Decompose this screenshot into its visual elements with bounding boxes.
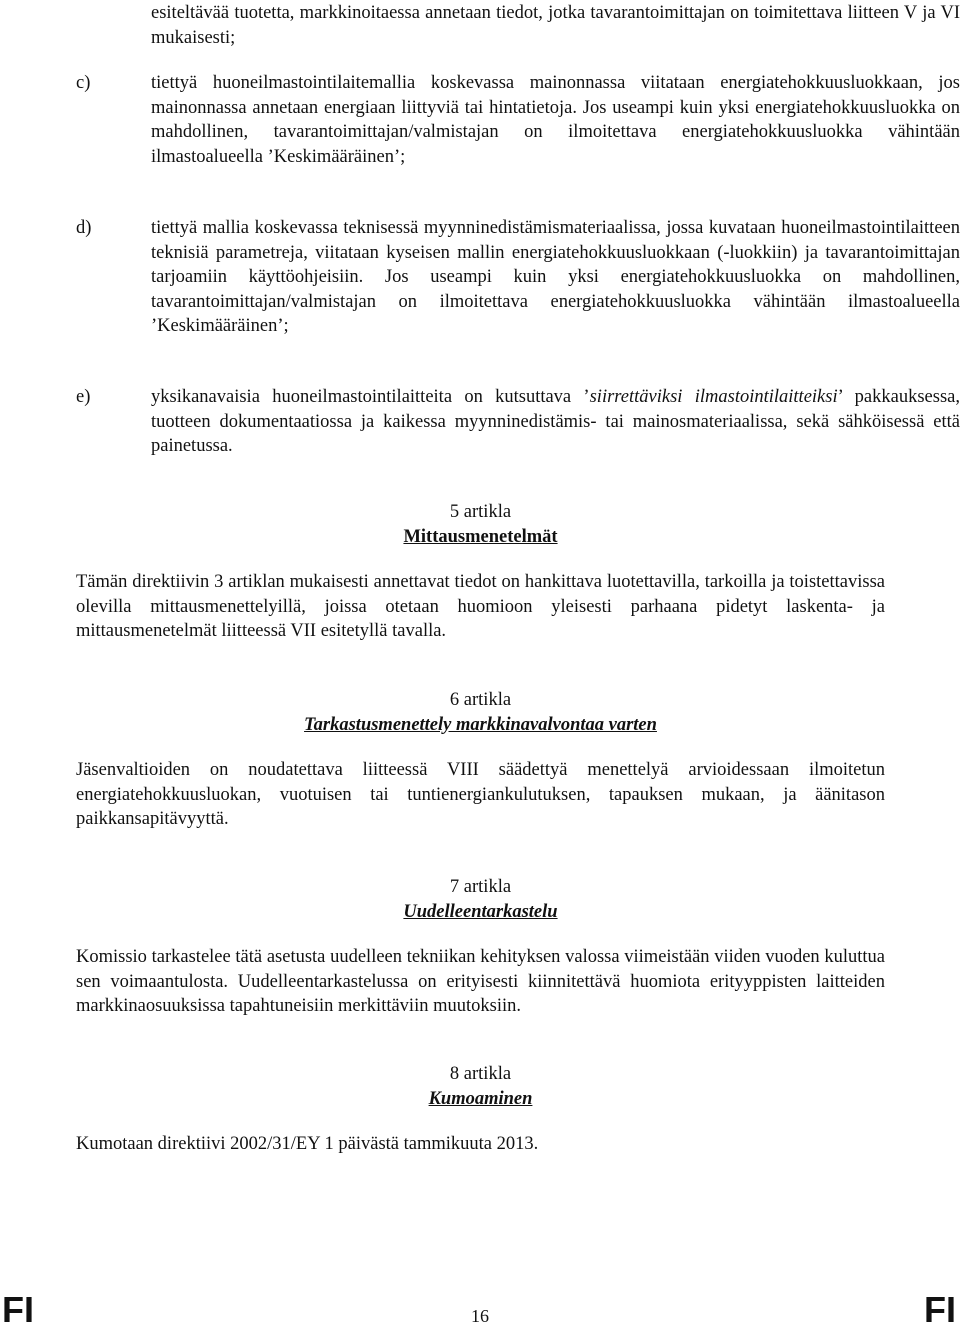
article-heading: 7 artikla xyxy=(449,877,512,897)
article-8 xyxy=(76,1062,885,1157)
list-item-c xyxy=(76,71,960,169)
article-heading: 5 artikla xyxy=(449,502,512,522)
footer-language-code-right: FI xyxy=(924,1289,956,1330)
list-item-label: d) xyxy=(76,218,92,238)
article-body: Tämän direktiivin 3 artiklan mukaisesti annettavat tiedot on hankittava luotettavilla, tarkoilla ja toistettavissa olevilla mittausmenettelyillä, joissa otetaan huomioon yleisesti parhaana pidetyt laskenta- ja mittausmenetelmät liitteessä VII esitetyllä tavalla. xyxy=(76,572,885,641)
article-heading: 8 artikla xyxy=(449,1064,512,1084)
article-6 xyxy=(76,688,885,832)
list-item-text: tiettyä huoneilmastointilaitemallia koskevassa mainonnassa viitataan energiatehokkuusluokkaan, jos mainonnassa annetaan energiaan liittyviä tai hintatietoja. Jos useampi kuin yksi energiatehokkuusluokka on mahdollinen, tavarantoimittajan/valmistajan on ilmoitettava energiatehokkuusluokka vähintään ilmastoalueella ’Keskimääräinen’; xyxy=(151,73,960,167)
intro-continuation-text: esiteltävää tuotetta, markkinoitaessa annetaan tiedot, jotka tavarantoimittajan on toimitettava liitteen V ja VI mukaisesti; xyxy=(151,3,960,48)
footer-language-code-left: FI xyxy=(2,1289,34,1330)
page-number: 16 xyxy=(471,1306,489,1326)
list-item-label: e) xyxy=(76,387,91,407)
list-item-text xyxy=(151,385,960,459)
article-title: Uudelleentarkastelu xyxy=(403,901,558,922)
italic-term: siirrettäviksi ilmastointilaitteiksi xyxy=(589,387,838,407)
list-item-text-end: ’ pakkauksessa, tuotteen dokumentaatiossa ja kaikessa myynninedistämis- tai mainosmateriaalissa, sekä sähköisessä että painetussa. xyxy=(151,387,960,456)
list-item-text: tiettyä mallia koskevassa teknisessä myynninedistämismateriaalissa, jossa kuvataan huoneilmastointilaitteen teknisiä parametreja, viitataan kyseisen mallin energiatehokkuusluokkaan (-luokkiin) ja tavarantoimittajan tarjoamiin käyttöohjeisiin. Jos useampi kuin yksi energiatehokkuusluokka on mahdollinen, tavarantoimittajan/valmistajan on ilmoitettava energiatehokkuusluokka vähintään ilmastoalueella ’Keskimääräinen’; xyxy=(151,218,960,336)
article-title: Tarkastusmenettely markkinavalvontaa varten xyxy=(304,714,657,735)
list-item-d xyxy=(76,216,960,339)
article-7 xyxy=(76,875,885,1019)
article-body: Komissio tarkastelee tätä asetusta uudelleen tekniikan kehityksen valossa viimeistään viiden vuoden kuluttua sen voimaantulosta. Uudelleentarkastelussa on erityisesti kiinnitettävä huomiota erityyppisten laitteiden markkinaosuuksissa tapahtuneisiin merkittäviin muutoksiin. xyxy=(76,947,885,1016)
list-item-label: c) xyxy=(76,73,91,93)
list-item-e xyxy=(76,385,960,459)
article-body: Kumotaan direktiivi 2002/31/EY 1 päivästä tammikuuta 2013. xyxy=(76,1134,539,1154)
article-title: Kumoaminen xyxy=(428,1088,533,1109)
intro-continuation-block xyxy=(76,1,960,50)
article-title: Mittausmenetelmät xyxy=(403,526,558,547)
article-body: Jäsenvaltioiden on noudatettava liitteessä VIII säädettyä menettelyä arvioidessaan ilmoitetun energiatehokkuusluokan, vuotuisen tai tuntienergiankulutuksen, tapauksen mukaan, ja äänitason paikkansapitävyyttä. xyxy=(76,760,885,829)
article-heading: 6 artikla xyxy=(449,690,512,710)
list-item-text-start: yksikanavaisia huoneilmastointilaitteita on kutsuttava ’ xyxy=(151,387,590,407)
article-5 xyxy=(76,500,885,644)
